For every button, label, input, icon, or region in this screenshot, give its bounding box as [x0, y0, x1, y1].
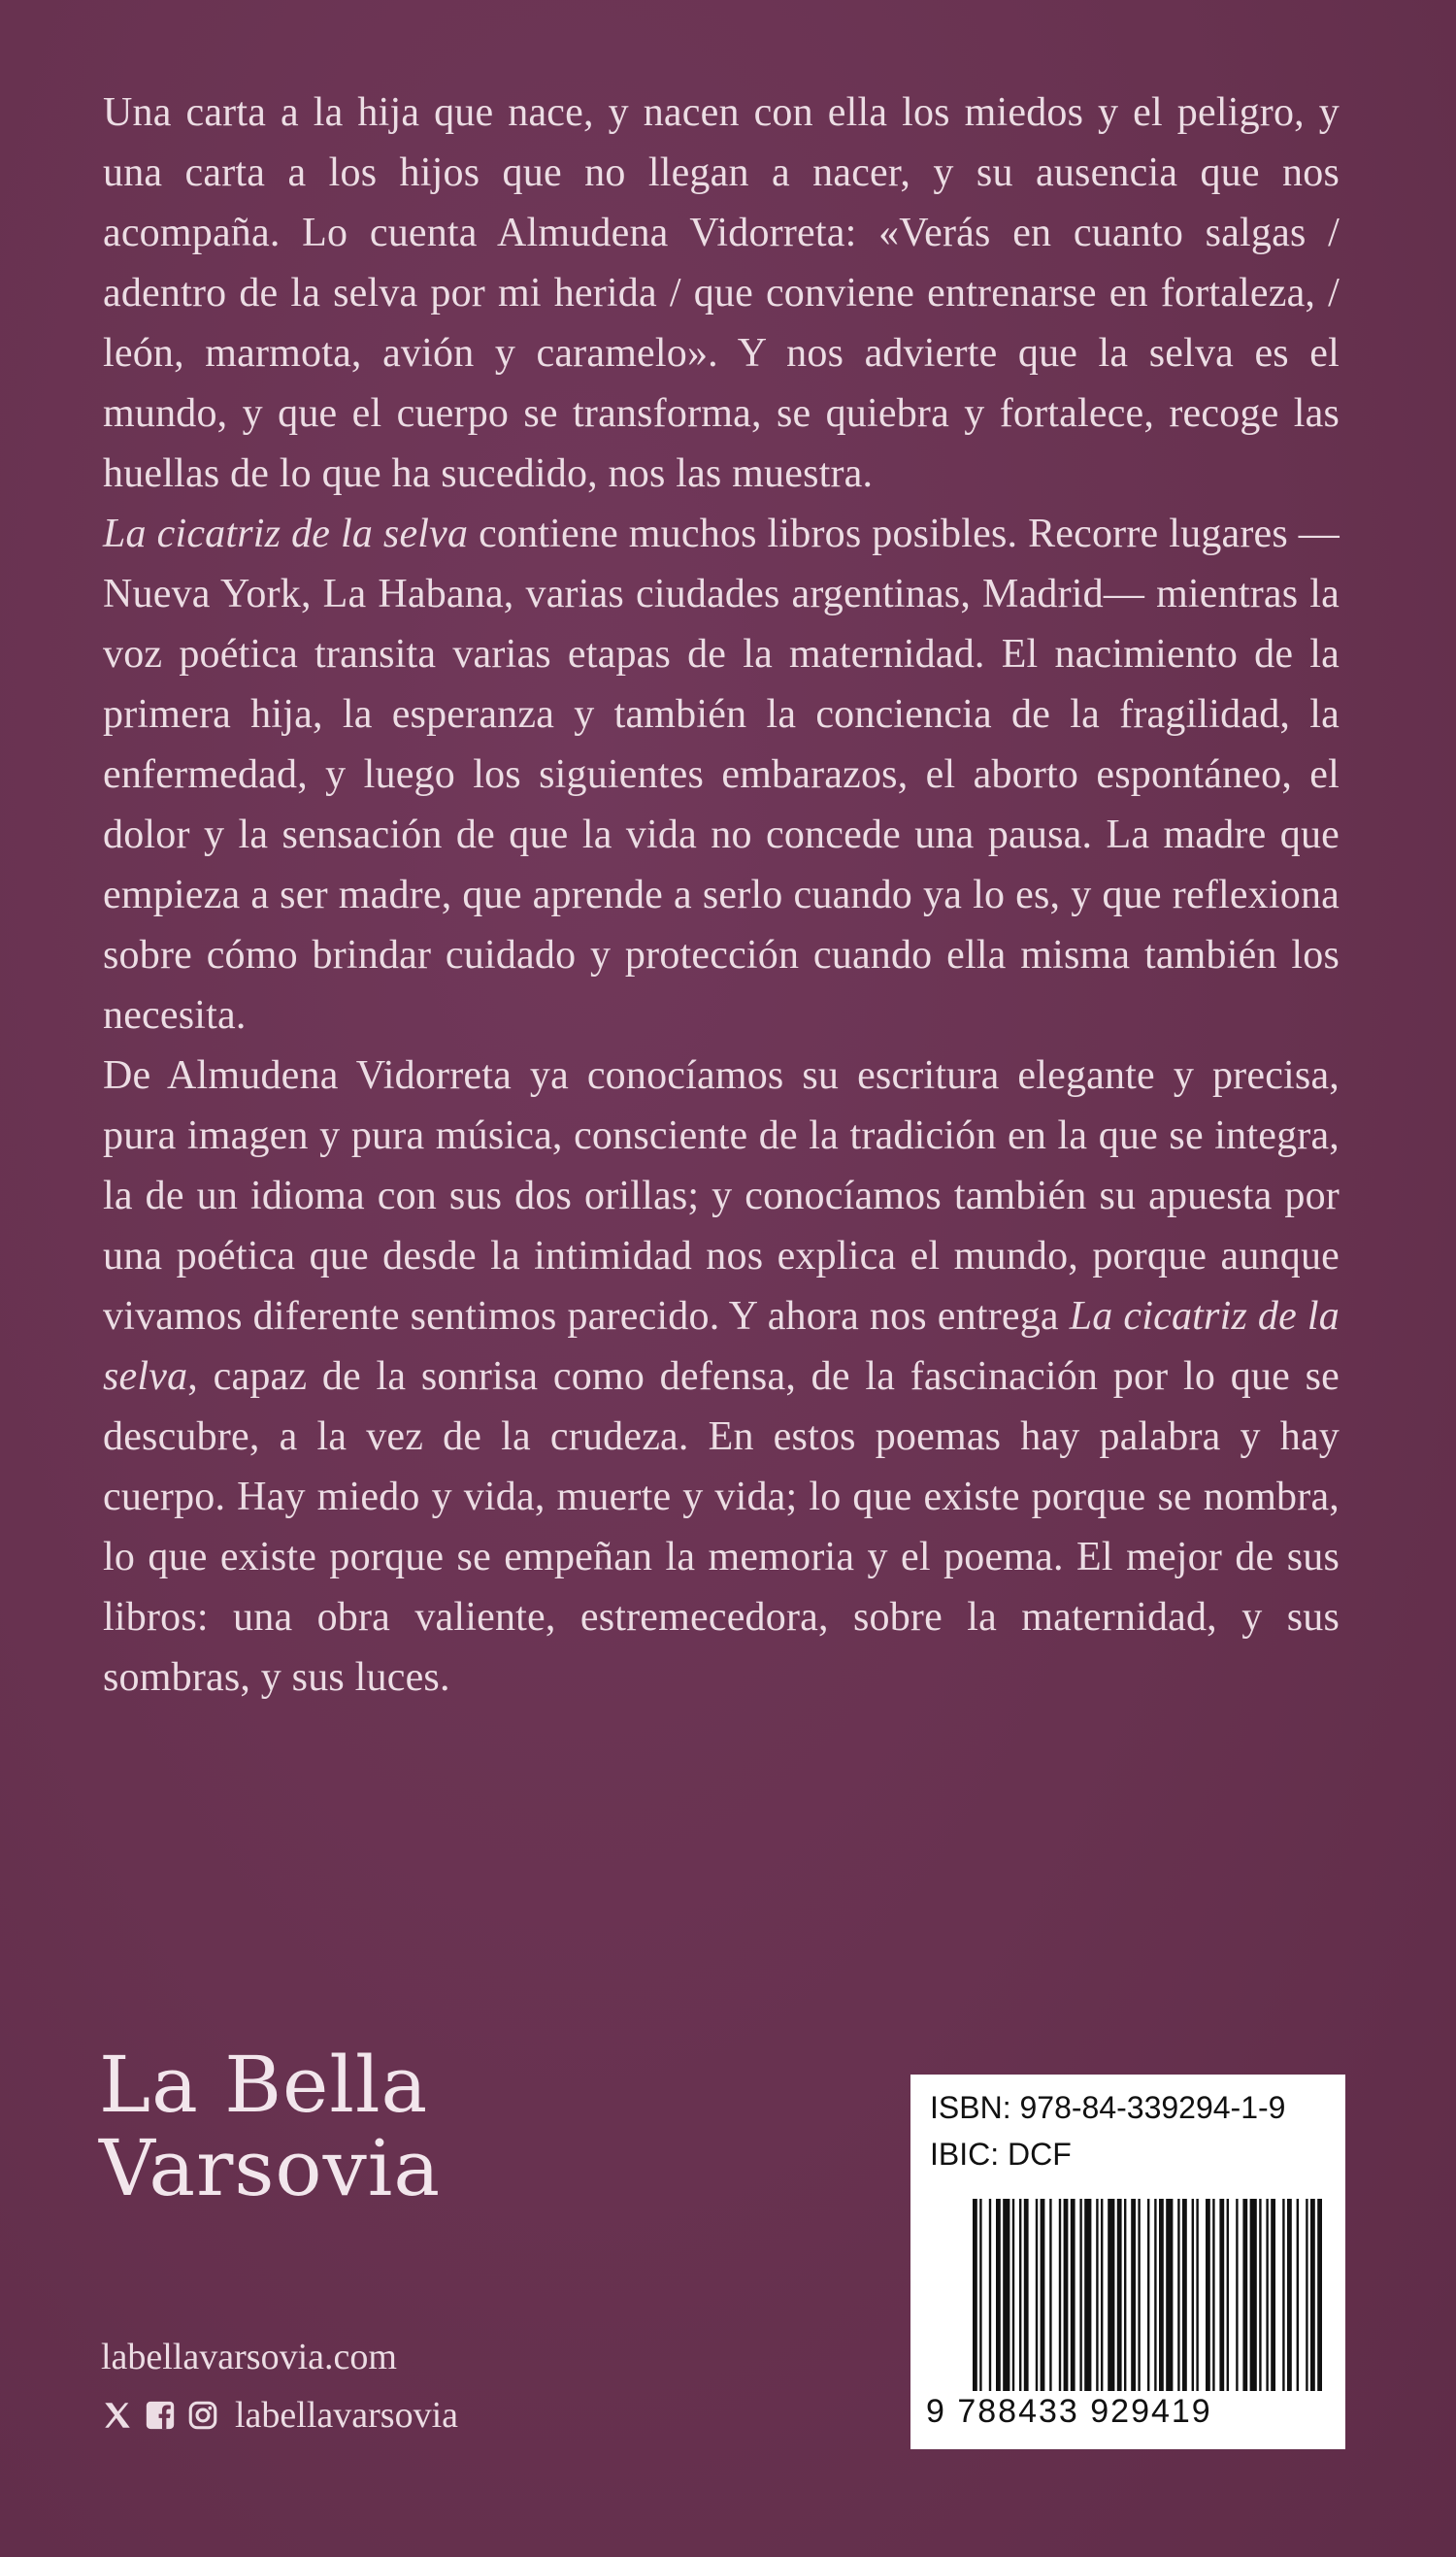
blurb-paragraph-2: La cicatriz de la selva contiene muchos libros posibles. Recorre lugares —Nueva York, La Habana, varias ciudades argentinas, Madrid— mientras la voz poética transita varias etapas de la maternidad. El nacimiento de la primera hija, la esperanza y también la conciencia de la fragilidad, la enfermedad, y luego los siguientes embarazos, el aborto espontáneo, el dolor y la sensación de que la vida no concede una pausa. La madre que empieza a ser madre, que aprende a serlo cuando ya lo es, y que reflexiona sobre cómo brindar cuidado y protección cuando ella misma también los necesita. [103, 512, 1340, 1038]
instagram-icon[interactable] [186, 2399, 219, 2432]
barcode-bar [1236, 2199, 1238, 2391]
book-title: La cicatriz de la selva [103, 512, 469, 556]
barcode-bar [1196, 2199, 1198, 2391]
barcode-bar [1317, 2199, 1322, 2391]
logo-line-1: La Bella [99, 2040, 429, 2130]
isbn-number: ISBN: 978-84-339294-1-9 [930, 2090, 1286, 2125]
barcode-bar [1041, 2199, 1045, 2391]
blurb-paragraph-3: De Almudena Vidorreta ya conocíamos su escritura elegante y precisa, pura imagen y pura música, consciente de la tradición en la que se integra, la de un idioma con sus dos orillas; y conocíamos también su apuesta por una poética que desde la intimidad nos explica el mundo, porque aunque vivamos diferente sentimos parecido. Y ahora nos entrega La cicatriz de la selva, capaz de la sonrisa como defensa, de la fascinación por lo que se descubre, a la vez de la crudeza. En estos poemas hay palabra y hay cuerpo. Hay miedo y vida, muerte y vida; lo que existe porque se nombra, lo que existe porque se empeñan la memoria y el poema. El mejor de sus libros: una obra valiente, estremecedora, sobre la maternidad, y sus sombras, y sus luces. [103, 1053, 1340, 1700]
barcode-bar [1266, 2199, 1268, 2391]
barcode-bar [1071, 2199, 1075, 2391]
book-title: La cicatriz de la selva [103, 1294, 1340, 1399]
barcode-bar [1182, 2199, 1187, 2391]
barcode-bar [1242, 2199, 1247, 2391]
barcode-bar [1036, 2199, 1038, 2391]
barcode-bar [1306, 2199, 1307, 2391]
barcode [971, 2199, 1324, 2391]
publisher-logo [99, 2040, 442, 2213]
barcode-bar [1159, 2199, 1164, 2391]
barcode-bar [1108, 2199, 1114, 2391]
social-links [101, 2393, 458, 2438]
barcode-bar [1154, 2199, 1156, 2391]
barcode-bar [1096, 2199, 1098, 2391]
barcode-bar [1059, 2199, 1061, 2391]
barcode-bar [1271, 2199, 1275, 2391]
barcode-bar [1024, 2199, 1029, 2391]
barcode-bar [1297, 2199, 1299, 2391]
barcode-bar [1003, 2199, 1009, 2391]
barcode-bar [1282, 2199, 1284, 2391]
barcode-bar [1250, 2199, 1257, 2391]
barcode-digits: 9 788433 929419 [926, 2393, 1212, 2430]
barcode-bar [989, 2199, 991, 2391]
barcode-bar [1147, 2199, 1149, 2391]
barcode-bar [1212, 2199, 1214, 2391]
logo-line-2: Varsovia [99, 2123, 442, 2213]
barcode-bar [1049, 2199, 1051, 2391]
facebook-icon[interactable] [144, 2399, 177, 2432]
barcode-bar [1117, 2199, 1122, 2391]
publisher-website[interactable]: labellavarsovia.com [101, 2337, 397, 2377]
barcode-bar [1166, 2199, 1173, 2391]
barcode-bar [1177, 2199, 1179, 2391]
barcode-bar [1259, 2199, 1261, 2391]
barcode-bar [1192, 2199, 1194, 2391]
barcode-bar [996, 2199, 1001, 2391]
blurb-paragraph-1: Una carta a la hija que nace, y nacen con ella los miedos y el peligro, y una carta a los hijos que no llegan a nacer, y su ausencia que nos acompaña. Lo cuenta Almudena Vidorreta: «Verás en cuanto salgas / adentro de la selva por mi herida / que conviene entrenarse en fortaleza, / león, marmota, avión y caramelo». Y nos advierte que la selva es el mundo, y que el cuerpo se transforma, se quiebra y fortalece, recoge las huellas de lo que ha sucedido, nos las muestra. [103, 90, 1340, 496]
barcode-bar [979, 2199, 981, 2391]
barcode-bar [973, 2199, 977, 2391]
barcode-bar [1012, 2199, 1014, 2391]
barcode-bar [1101, 2199, 1103, 2391]
barcode-bar [1287, 2199, 1292, 2391]
barcode-bar [1084, 2199, 1091, 2391]
barcode-bar [1219, 2199, 1224, 2391]
barcode-bar [1138, 2199, 1140, 2391]
barcode-bar [1064, 2199, 1069, 2391]
x-icon[interactable] [101, 2399, 134, 2432]
isbn-label [910, 2075, 1345, 2449]
social-handle[interactable]: labellavarsovia [235, 2395, 459, 2436]
barcode-bar [1019, 2199, 1021, 2391]
barcode-bar [1227, 2199, 1229, 2391]
back-cover-blurb [103, 83, 1340, 1708]
barcode-bar [1079, 2199, 1081, 2391]
ibic-code: IBIC: DCF [930, 2137, 1072, 2172]
barcode-bar [1206, 2199, 1210, 2391]
barcode-bar [1124, 2199, 1126, 2391]
barcode-bar [1310, 2199, 1315, 2391]
barcode-bar [1131, 2199, 1136, 2391]
